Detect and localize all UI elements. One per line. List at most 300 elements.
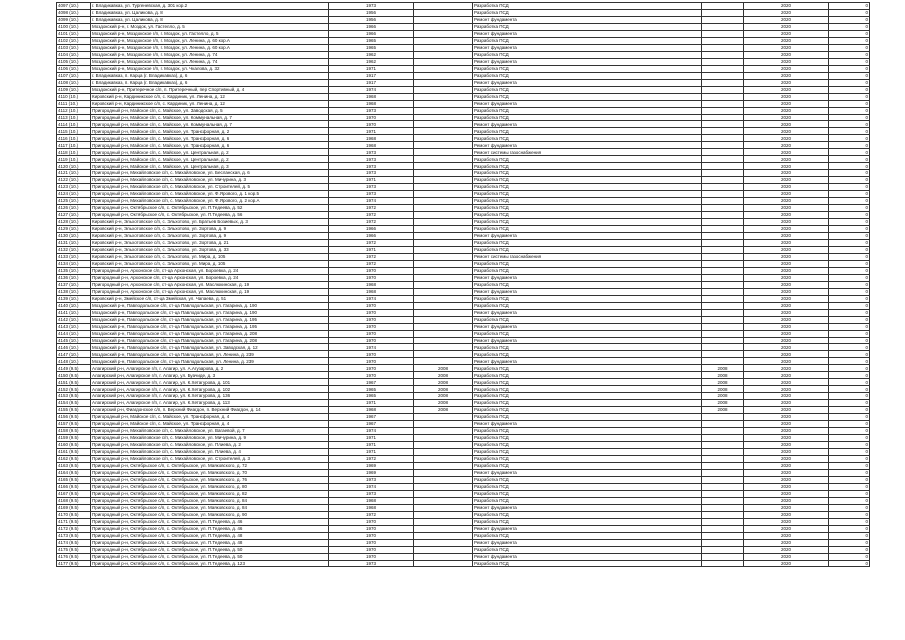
prev-work-year-cell: [702, 226, 744, 233]
plan-year-cell: 2020: [744, 553, 829, 560]
work-type-cell: Ремонт фундамента: [473, 79, 702, 86]
amount-cell: 0: [829, 351, 870, 358]
build-year-cell: 1970: [329, 302, 414, 309]
build-year-cell: 1972: [329, 455, 414, 462]
row-id-cell: 4107 (10.): [57, 72, 91, 79]
prev-repair-year-cell: [414, 302, 473, 309]
address-cell: Пригородный р-н, Октябрьское с/п, с. Октябрьское, ул. Маяковского, д. 84: [91, 504, 329, 511]
address-cell: Пригородный р-н, Михайловское с/п, с. Михайловское, ул. Мичурина, д. 9: [91, 435, 329, 442]
prev-repair-year-cell: [414, 455, 473, 462]
address-cell: Моздокский р-н, Моздокское г/п, г. Моздок, ул. Ленина, д. 60 кор.А: [91, 37, 329, 44]
prev-work-year-cell: [702, 483, 744, 490]
address-cell: Кировский р-н, Эльхотовское с/п, с. Эльхотово, ул. Мира, д. 105: [91, 260, 329, 267]
prev-repair-year-cell: [414, 435, 473, 442]
prev-work-year-cell: [702, 330, 744, 337]
build-year-cell: 1965: [329, 393, 414, 400]
plan-year-cell: 2020: [744, 323, 829, 330]
work-type-cell: Разработка ПСД: [473, 532, 702, 539]
plan-year-cell: 2020: [744, 281, 829, 288]
row-id-cell: 4125 (10.): [57, 198, 91, 205]
row-id-cell: 4128 (10.): [57, 219, 91, 226]
prev-repair-year-cell: 2008: [414, 386, 473, 393]
table-row: [57, 93, 870, 100]
row-id-cell: 4129 (10.): [57, 226, 91, 233]
address-cell: Кировский р-н, Эльхотовское с/п, с. Эльхотово, ул. Зортова, д. 21: [91, 239, 329, 246]
amount-cell: 0: [829, 163, 870, 170]
prev-work-year-cell: [702, 518, 744, 525]
work-type-cell: Разработка ПСД: [473, 3, 702, 10]
address-cell: Кировский р-н, Эльхотовское с/п, с. Эльхотово, ул. Зортова, д. 33: [91, 246, 329, 253]
table-row: [57, 400, 870, 407]
build-year-cell: 1970: [329, 337, 414, 344]
build-year-cell: 1971: [329, 128, 414, 135]
prev-repair-year-cell: [414, 30, 473, 37]
table-row: [57, 212, 870, 219]
plan-year-cell: 2020: [744, 483, 829, 490]
table-row: [57, 253, 870, 260]
prev-work-year-cell: [702, 267, 744, 274]
prev-work-year-cell: [702, 539, 744, 546]
build-year-cell: 1968: [329, 142, 414, 149]
row-id-cell: 4127 (10.): [57, 212, 91, 219]
prev-work-year-cell: [702, 128, 744, 135]
build-year-cell: 1956: [329, 9, 414, 16]
amount-cell: 0: [829, 170, 870, 177]
address-cell: г. Владикавказ, ул. Цаликова, д. 8: [91, 16, 329, 23]
address-cell: Пригородный р-н, Октябрьское с/п, с. Октябрьское, ул. Маяковского, д. 80: [91, 483, 329, 490]
plan-year-cell: 2020: [744, 421, 829, 428]
prev-repair-year-cell: [414, 553, 473, 560]
plan-year-cell: 2020: [744, 205, 829, 212]
plan-year-cell: 2020: [744, 37, 829, 44]
address-cell: Моздокский р-н, Павлодольское с/п, ст-ца Павлодольская, ул. Гагарина, д. 195: [91, 316, 329, 323]
plan-year-cell: 2020: [744, 337, 829, 344]
plan-year-cell: 2020: [744, 246, 829, 253]
prev-work-year-cell: [702, 260, 744, 267]
table-row: [57, 393, 870, 400]
build-year-cell: 1973: [329, 107, 414, 114]
plan-year-cell: 2020: [744, 156, 829, 163]
work-type-cell: Разработка ПСД: [473, 295, 702, 302]
address-cell: Пригородный р-н, Майское с/п, с. Майское, ул. Трансфорная, д. 4: [91, 421, 329, 428]
build-year-cell: 1970: [329, 323, 414, 330]
plan-year-cell: 2020: [744, 288, 829, 295]
prev-repair-year-cell: [414, 79, 473, 86]
prev-repair-year-cell: [414, 163, 473, 170]
work-type-cell: Разработка ПСД: [473, 156, 702, 163]
work-type-cell: Разработка ПСД: [473, 135, 702, 142]
table-row: [57, 232, 870, 239]
address-cell: Пригородный р-н, Михайловское с/п, с. Михайловское, ул. Вагаевой, д. 7: [91, 428, 329, 435]
address-cell: Моздокский р-н, Моздокское г/п, г. Моздок, ул. Ленина, д. 74: [91, 58, 329, 65]
build-year-cell: 1974: [329, 198, 414, 205]
plan-year-cell: 2020: [744, 191, 829, 198]
row-id-cell: 4171 (9.5): [57, 518, 91, 525]
amount-cell: 0: [829, 100, 870, 107]
row-id-cell: 4115 (10.): [57, 128, 91, 135]
row-id-cell: 4158 (9.5): [57, 428, 91, 435]
build-year-cell: 1974: [329, 86, 414, 93]
table-row: [57, 449, 870, 456]
build-year-cell: 1968: [329, 93, 414, 100]
build-year-cell: 1972: [329, 239, 414, 246]
table-row: [57, 421, 870, 428]
table-row: [57, 281, 870, 288]
work-type-cell: Ремонт фундамента: [473, 30, 702, 37]
row-id-cell: 4163 (9.5): [57, 462, 91, 469]
prev-repair-year-cell: [414, 546, 473, 553]
address-cell: Пригородный р-н, Октябрьское с/п, с. Октябрьское, ул. П.Тедеева, д. 123: [91, 560, 329, 567]
address-cell: Моздокский р-н, Павлодольское с/п, ст-ца Павлодольская, ул. Гагарина, д. 190: [91, 302, 329, 309]
prev-repair-year-cell: [414, 253, 473, 260]
row-id-cell: 4114 (10.): [57, 121, 91, 128]
prev-repair-year-cell: [414, 156, 473, 163]
address-cell: г. Владикавказ, ул. Тургеневская, д. 301 кор.2: [91, 3, 329, 10]
prev-repair-year-cell: [414, 9, 473, 16]
plan-year-cell: 2020: [744, 232, 829, 239]
plan-year-cell: 2020: [744, 79, 829, 86]
table-row: [57, 142, 870, 149]
address-cell: Моздокский р-н, Моздокское г/п, г. Моздок, ул. Ленина, д. 60 кор.А: [91, 44, 329, 51]
table-row: [57, 372, 870, 379]
amount-cell: 0: [829, 379, 870, 386]
plan-year-cell: 2020: [744, 455, 829, 462]
amount-cell: 0: [829, 58, 870, 65]
amount-cell: 0: [829, 107, 870, 114]
work-type-cell: Разработка ПСД: [473, 107, 702, 114]
prev-work-year-cell: [702, 532, 744, 539]
prev-work-year-cell: [702, 435, 744, 442]
row-id-cell: 4141 (10.): [57, 309, 91, 316]
table-row: [57, 462, 870, 469]
row-id-cell: 4126 (10.): [57, 205, 91, 212]
build-year-cell: 1973: [329, 191, 414, 198]
prev-repair-year-cell: [414, 58, 473, 65]
prev-repair-year-cell: [414, 358, 473, 365]
plan-year-cell: 2020: [744, 400, 829, 407]
build-year-cell: 1972: [329, 253, 414, 260]
table-row: [57, 72, 870, 79]
prev-work-year-cell: [702, 205, 744, 212]
amount-cell: 0: [829, 553, 870, 560]
work-type-cell: Разработка ПСД: [473, 205, 702, 212]
build-year-cell: 1974: [329, 483, 414, 490]
prev-repair-year-cell: [414, 212, 473, 219]
work-type-cell: Разработка ПСД: [473, 72, 702, 79]
build-year-cell: 1970: [329, 316, 414, 323]
address-cell: Кировский р-н, Эльхотовское с/п, с. Эльхотово, ул. Мира, д. 105: [91, 253, 329, 260]
work-type-cell: Разработка ПСД: [473, 386, 702, 393]
work-type-cell: Разработка ПСД: [473, 246, 702, 253]
row-id-cell: 4101 (10.): [57, 30, 91, 37]
address-cell: Пригородный р-н, Михайловское с/п, с. Михайловское, ул. Строителей, д. 5: [91, 184, 329, 191]
prev-repair-year-cell: [414, 560, 473, 567]
address-cell: Пригородный р-н, Михайловское с/п, с. Михайловское, ул. Строителей, д. 3: [91, 455, 329, 462]
table-row: [57, 560, 870, 567]
prev-work-year-cell: [702, 302, 744, 309]
prev-work-year-cell: [702, 309, 744, 316]
address-cell: Моздокский р-н, Моздокское г/п, г. Моздок, ул. Ленина, д. 74: [91, 51, 329, 58]
plan-year-cell: 2020: [744, 518, 829, 525]
plan-year-cell: 2020: [744, 532, 829, 539]
prev-repair-year-cell: [414, 483, 473, 490]
prev-work-year-cell: [702, 316, 744, 323]
plan-year-cell: 2020: [744, 58, 829, 65]
plan-year-cell: 2020: [744, 351, 829, 358]
prev-repair-year-cell: [414, 449, 473, 456]
build-year-cell: 1971: [329, 65, 414, 72]
address-cell: Пригородный р-н, Майское с/п, с. Майское, ул. Трансфорная, д. 4: [91, 414, 329, 421]
prev-repair-year-cell: [414, 107, 473, 114]
row-id-cell: 4110 (10.): [57, 93, 91, 100]
prev-work-year-cell: [702, 323, 744, 330]
address-cell: Алагирский р-н, Алагирское г/п, г. Алагир, ул. К.Хетагурова, д. 101: [91, 379, 329, 386]
prev-repair-year-cell: [414, 246, 473, 253]
amount-cell: 0: [829, 309, 870, 316]
row-id-cell: 4151 (9.5): [57, 379, 91, 386]
prev-repair-year-cell: [414, 205, 473, 212]
plan-year-cell: 2020: [744, 449, 829, 456]
build-year-cell: 1970: [329, 330, 414, 337]
prev-work-year-cell: [702, 232, 744, 239]
prev-work-year-cell: [702, 191, 744, 198]
prev-work-year-cell: [702, 72, 744, 79]
table-row: [57, 476, 870, 483]
plan-year-cell: 2020: [744, 372, 829, 379]
table-row: [57, 365, 870, 372]
plan-year-cell: 2020: [744, 9, 829, 16]
row-id-cell: 4102 (10.): [57, 37, 91, 44]
prev-repair-year-cell: [414, 330, 473, 337]
amount-cell: 0: [829, 246, 870, 253]
build-year-cell: 1969: [329, 462, 414, 469]
work-type-cell: Ремонт фундамента: [473, 121, 702, 128]
spreadsheet: [56, 2, 869, 567]
row-id-cell: 4132 (10.): [57, 246, 91, 253]
plan-year-cell: 2020: [744, 539, 829, 546]
work-type-cell: Ремонт фундамента: [473, 337, 702, 344]
amount-cell: 0: [829, 281, 870, 288]
prev-work-year-cell: [702, 86, 744, 93]
work-type-cell: Разработка ПСД: [473, 476, 702, 483]
build-year-cell: 1973: [329, 149, 414, 156]
build-year-cell: 1967: [329, 414, 414, 421]
prev-work-year-cell: [702, 30, 744, 37]
build-year-cell: 1970: [329, 546, 414, 553]
work-type-cell: Ремонт фундамента: [473, 44, 702, 51]
amount-cell: 0: [829, 449, 870, 456]
work-type-cell: Разработка ПСД: [473, 65, 702, 72]
address-cell: Моздокский р-н, Притеречное с/п, п. Притеречный, пер Спортивный, д. 4: [91, 86, 329, 93]
plan-year-cell: 2020: [744, 476, 829, 483]
row-id-cell: 4152 (9.5): [57, 386, 91, 393]
table-row: [57, 3, 870, 10]
build-year-cell: 1972: [329, 260, 414, 267]
build-year-cell: 1974: [329, 295, 414, 302]
prev-work-year-cell: [702, 114, 744, 121]
prev-work-year-cell: [702, 546, 744, 553]
table-row: [57, 205, 870, 212]
address-cell: Алагирский р-н, Алагирское г/п, г. Алагир, ул. А.Агузарова, д. 2: [91, 365, 329, 372]
plan-year-cell: 2020: [744, 469, 829, 476]
address-cell: Моздокский р-н, г. Моздок, ул. Гастелло, д. 5: [91, 23, 329, 30]
build-year-cell: 1968: [329, 497, 414, 504]
prev-work-year-cell: 2008: [702, 400, 744, 407]
address-cell: Алагирский р-н, Алагирское г/п, г. Алагир, ул. К.Хетагурова, д. 113: [91, 400, 329, 407]
plan-year-cell: 2020: [744, 212, 829, 219]
table-row: [57, 358, 870, 365]
build-year-cell: 1967: [329, 421, 414, 428]
prev-repair-year-cell: [414, 351, 473, 358]
work-type-cell: Разработка ПСД: [473, 212, 702, 219]
address-cell: Пригородный р-н, Октябрьское с/п, с. Октябрьское, ул. П.Тедеева, д. 56: [91, 212, 329, 219]
prev-repair-year-cell: 2008: [414, 372, 473, 379]
build-year-cell: 1973: [329, 490, 414, 497]
work-type-cell: Разработка ПСД: [473, 226, 702, 233]
table-row: [57, 128, 870, 135]
plan-year-cell: 2020: [744, 93, 829, 100]
address-cell: Пригородный р-н, Михайловское с/п, с. Михайловское, ул. Плиева, д. 4: [91, 449, 329, 456]
prev-work-year-cell: [702, 107, 744, 114]
table-row: [57, 330, 870, 337]
address-cell: Пригородный р-н, Октябрьское с/п, с. Октябрьское, ул. П.Тедеева, д. 48: [91, 532, 329, 539]
amount-cell: 0: [829, 177, 870, 184]
work-type-cell: Разработка ПСД: [473, 281, 702, 288]
amount-cell: 0: [829, 393, 870, 400]
plan-year-cell: 2020: [744, 219, 829, 226]
prev-repair-year-cell: 2008: [414, 400, 473, 407]
work-type-cell: Разработка ПСД: [473, 114, 702, 121]
work-type-cell: Ремонт фундамента: [473, 539, 702, 546]
address-cell: Пригородный р-н, Майское с/п, с. Майское, ул. Коммунальная, д. 7: [91, 114, 329, 121]
prev-repair-year-cell: [414, 3, 473, 10]
address-cell: Пригородный р-н, Майское с/п, с. Майское, ул. Трансфорная, д. 2: [91, 128, 329, 135]
address-cell: Пригородный р-н, Октябрьское с/п, с. Октябрьское, ул. Маяковского, д. 82: [91, 490, 329, 497]
table-row: [57, 511, 870, 518]
build-year-cell: 1973: [329, 156, 414, 163]
row-id-cell: 4176 (9.5): [57, 553, 91, 560]
prev-work-year-cell: [702, 295, 744, 302]
prev-repair-year-cell: [414, 142, 473, 149]
prev-work-year-cell: [702, 23, 744, 30]
table-row: [57, 163, 870, 170]
prev-repair-year-cell: [414, 239, 473, 246]
build-year-cell: 1970: [329, 358, 414, 365]
build-year-cell: 1917: [329, 72, 414, 79]
address-cell: Кировский р-н, Эльхотовское с/п, с. Эльхотово, ул. Зортова, д. 9: [91, 232, 329, 239]
plan-year-cell: 2020: [744, 100, 829, 107]
build-year-cell: 1972: [329, 511, 414, 518]
plan-year-cell: 2020: [744, 511, 829, 518]
work-type-cell: Разработка ПСД: [473, 184, 702, 191]
plan-year-cell: 2020: [744, 504, 829, 511]
row-id-cell: 4155 (9.5): [57, 407, 91, 414]
table-row: [57, 525, 870, 532]
row-id-cell: 4137 (10.): [57, 281, 91, 288]
build-year-cell: 1972: [329, 219, 414, 226]
amount-cell: 0: [829, 51, 870, 58]
address-cell: Моздокский р-н, Павлодольское с/п, ст-ца Павлодольская, ул. Гагарина, д. 208: [91, 337, 329, 344]
work-type-cell: Разработка ПСД: [473, 128, 702, 135]
row-id-cell: 4098 (10.): [57, 9, 91, 16]
prev-work-year-cell: [702, 149, 744, 156]
build-year-cell: 1970: [329, 539, 414, 546]
prev-work-year-cell: [702, 121, 744, 128]
prev-work-year-cell: [702, 212, 744, 219]
plan-year-cell: 2020: [744, 142, 829, 149]
prev-repair-year-cell: [414, 149, 473, 156]
prev-repair-year-cell: [414, 184, 473, 191]
prev-work-year-cell: [702, 525, 744, 532]
row-id-cell: 4165 (9.5): [57, 476, 91, 483]
amount-cell: 0: [829, 386, 870, 393]
row-id-cell: 4122 (10.): [57, 177, 91, 184]
amount-cell: 0: [829, 407, 870, 414]
work-type-cell: Разработка ПСД: [473, 490, 702, 497]
work-type-cell: Разработка ПСД: [473, 198, 702, 205]
prev-work-year-cell: [702, 93, 744, 100]
plan-year-cell: 2020: [744, 379, 829, 386]
row-id-cell: 4161 (9.5): [57, 449, 91, 456]
work-type-cell: Ремонт фундамента: [473, 504, 702, 511]
prev-repair-year-cell: [414, 128, 473, 135]
amount-cell: 0: [829, 421, 870, 428]
build-year-cell: 1973: [329, 184, 414, 191]
work-type-cell: Разработка ПСД: [473, 483, 702, 490]
prev-work-year-cell: 2008: [702, 365, 744, 372]
address-cell: Пригородный р-н, Архонское с/п, ст-ца Архонская, ул. Маслюкинская, д. 19: [91, 288, 329, 295]
prev-work-year-cell: [702, 219, 744, 226]
amount-cell: 0: [829, 226, 870, 233]
amount-cell: 0: [829, 142, 870, 149]
prev-repair-year-cell: [414, 37, 473, 44]
address-cell: Пригородный р-н, Архонское с/п, ст-ца Архонская, ул. Бороевка, д. 24: [91, 274, 329, 281]
prev-repair-year-cell: [414, 281, 473, 288]
build-year-cell: 1970: [329, 267, 414, 274]
amount-cell: 0: [829, 239, 870, 246]
prev-work-year-cell: [702, 79, 744, 86]
address-cell: Пригородный р-н, Майское с/п, с. Майское, ул. Заводская, д. 5: [91, 107, 329, 114]
plan-year-cell: 2020: [744, 86, 829, 93]
prev-repair-year-cell: [414, 191, 473, 198]
plan-year-cell: 2020: [744, 170, 829, 177]
work-type-cell: Разработка ПСД: [473, 302, 702, 309]
plan-year-cell: 2020: [744, 302, 829, 309]
amount-cell: 0: [829, 288, 870, 295]
prev-work-year-cell: [702, 414, 744, 421]
build-year-cell: 1968: [329, 100, 414, 107]
table-row: [57, 86, 870, 93]
row-id-cell: 4123 (10.): [57, 184, 91, 191]
prev-work-year-cell: [702, 560, 744, 567]
prev-repair-year-cell: 2008: [414, 379, 473, 386]
work-type-cell: Разработка ПСД: [473, 407, 702, 414]
prev-work-year-cell: [702, 142, 744, 149]
amount-cell: 0: [829, 72, 870, 79]
amount-cell: 0: [829, 149, 870, 156]
build-year-cell: 1972: [329, 212, 414, 219]
build-year-cell: 1969: [329, 469, 414, 476]
row-id-cell: 4150 (9.5): [57, 372, 91, 379]
prev-repair-year-cell: [414, 539, 473, 546]
prev-work-year-cell: [702, 16, 744, 23]
build-year-cell: 1968: [329, 504, 414, 511]
table-row: [57, 177, 870, 184]
prev-repair-year-cell: [414, 421, 473, 428]
address-cell: Пригородный р-н, Октябрьское с/п, с. Октябрьское, ул. П.Тедеева, д. 48: [91, 539, 329, 546]
table-row: [57, 518, 870, 525]
prev-work-year-cell: [702, 44, 744, 51]
